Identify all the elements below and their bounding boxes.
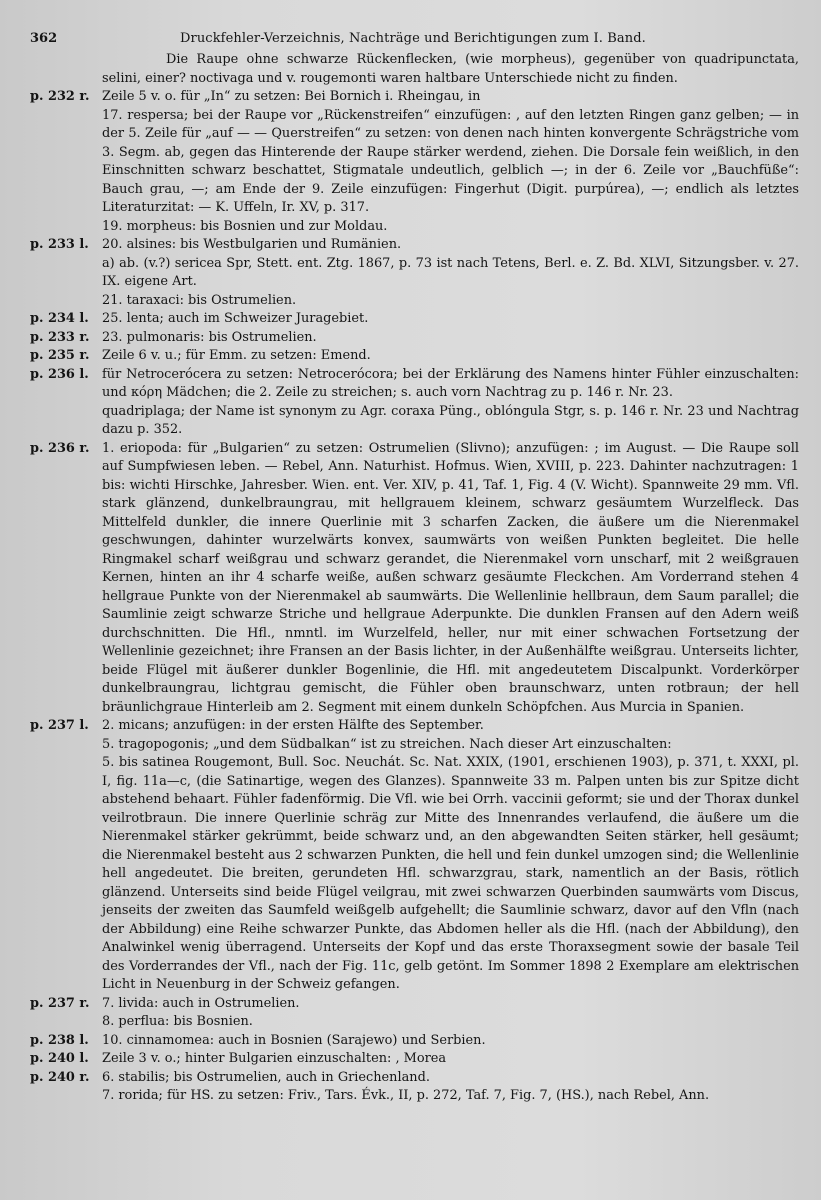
- entry: [30, 236, 799, 255]
- entry-text: 17. respersa; bei der Raupe vor „Rückenstreifen“ einzufügen: , auf den letzten Ringen ganz gelben; — in der 5. Zeile für „auf — — Querstreifen“ zu setzen: von denen nach hinten konvergente Schrägstriche vom 3. Segm. ab, gegen das Hinterende der Raupe stärker werdend, ziehen. Die Dorsale fein weißlich, in den Einschnitten schwarz beschattet, Stigmatale undeutlich, gelblich —; in der 6. Zeile vor „Bauchfüße“: Bauch grau, —; am Ende der 9. Zeile einzufügen: Fingerhut (Digit. purpúrea), —; endlich als letztes Literaturzitat: — K. Uffeln, Ir. XV, p. 317.: [102, 107, 799, 215]
- running-title: Druckfehler-Verzeichnis, Nachträge und Berichtigungen zum I. Band.: [180, 31, 646, 46]
- page-number: 362: [30, 31, 58, 46]
- entry-text: 8. perflua: bis Bosnien.: [102, 1014, 253, 1029]
- entry-page-ref: [30, 292, 102, 311]
- entry-page-ref: [30, 736, 102, 755]
- entry-page-ref: [30, 754, 102, 995]
- entry: [30, 329, 799, 348]
- entry: [30, 347, 799, 366]
- entry-text: für Netrocerócera zu setzen: Netrocerócora; bei der Erklärung des Namens hinter Fühler einzuschalten: und κόρη Mädchen; die 2. Zeile zu streichen; s. auch vorn Nachtrag zu p. 146 r. Nr. 23.: [102, 366, 799, 400]
- entry-page-ref: [30, 255, 102, 292]
- entry-text: 2. micans; anzufügen: in der ersten Hälfte des September.: [102, 718, 484, 733]
- entry: [30, 1050, 799, 1069]
- entry-page-ref: p. 232 r.: [30, 89, 90, 104]
- entry-page-ref: p. 237 r.: [30, 995, 90, 1011]
- entry: [30, 1013, 799, 1032]
- entry-text: 7. rorida; für HS. zu setzen: Friv., Tars. Évk., II, p. 272, Taf. 7, Fig. 7, (HS.), nach Rebel, Ann.: [102, 1088, 710, 1103]
- entry-page-ref: p. 233 r.: [30, 329, 90, 345]
- entry: [30, 1069, 799, 1088]
- entry-text: 5. tragopogonis; „und dem Südbalkan“ ist zu streichen. Nach dieser Art einzuschalten:: [102, 736, 672, 752]
- entry: [30, 440, 799, 718]
- intro-paragraph: [30, 51, 799, 88]
- entry: [30, 88, 799, 107]
- entry: [30, 717, 799, 736]
- entry: [30, 255, 799, 292]
- entry-text: 6. stabilis; bis Ostrumelien, auch in Griechenland.: [102, 1069, 430, 1085]
- entry: [30, 218, 799, 237]
- entry-text: 5. bis satinea Rougemont, Bull. Soc. Neuchát. Sc. Nat. XXIX, (1901, erschienen 1903), p. 371, t. XXXI, pl. I, fig. 11a—c, (die Satinartige, wegen des Glanzes). Spannweite 33 m. Palpen unten bis zur Spitze dicht abstehend behaart. Fühler fadenförmig. Die Vfl. wie bei Orrh. vaccinii geformt; sie und der Thorax dunkel veilrotbraun. Die innere Querlinie schräg zur Mitte des Innenrandes verlaufend, die äußere um die Nierenmakel stärker gekrümmt, beide schwarz und, an den abgewandten Seiten stärker, hell gesäumt; die Nierenmakel besteht aus 2 schwarzen Punkten, die hell und fein dunkel umzogen sind; die Wellenlinie hell angedeutet. Die breiten, gerundeten Hfl. schwarzgrau, stark, namentlich an der Basis, rötlich glänzend. Unterseits sind beide Flügel veilgrau, mit zwei schwarzen Querbinden saumwärts vom Discus, jenseits der zweiten das Saumfeld weißgelb aufgehellt; die Saumlinie schwarz, davor auf den Vfln (nach der Abbildung) eine Reihe schwarzer Punkte, das Abdomen heller als die Hfl. (nach der Abbildung), den Analwinkel wenig überragend. Unterseits der Kopf und das erste Thoraxsegment sowie der basale Teil des Vorderrandes der Vfl., nach der Fig. 11c, gelb getönt. Im Sommer 1898 2 Exemplare am elektrischen Licht in Neuenburg in der Schweiz gefangen.: [102, 755, 799, 992]
- entry: [30, 310, 799, 329]
- entries: [30, 51, 799, 1106]
- entry-page-ref: p. 237 l.: [30, 718, 89, 733]
- entry-text: 7. livida: auch in Ostrumelien.: [102, 995, 300, 1011]
- entry-page-ref: p. 236 l.: [30, 366, 89, 382]
- entry-page-ref: p. 240 l.: [30, 1051, 89, 1066]
- entry-text: Zeile 3 v. o.; hinter Bulgarien einzuschalten: , Morea: [102, 1051, 447, 1066]
- entry: [30, 107, 799, 218]
- entry-text: 10. cinnamomea: auch in Bosnien (Sarajewo) und Serbien.: [102, 1032, 486, 1048]
- entry-text: 23. pulmonaris: bis Ostrumelien.: [102, 329, 317, 345]
- entry: [30, 995, 799, 1014]
- entry: [30, 366, 799, 403]
- entry-text: Zeile 5 v. o. für „In“ zu setzen: Bei Bornich i. Rheingau, in: [102, 89, 481, 104]
- entry-page-ref: p. 235 r.: [30, 348, 90, 363]
- entry: [30, 1032, 799, 1051]
- entry-text: 25. lenta; auch im Schweizer Juragebiet.: [102, 311, 369, 326]
- intro-text: Die Raupe ohne schwarze Rückenflecken, (wie morpheus), gegenüber von quadripunctata, selini, einer? noctivaga und v. rougemonti waren haltbare Unterschiede nicht zu finden.: [102, 52, 799, 86]
- entry-page-ref: [30, 1013, 102, 1032]
- entry: [30, 1087, 799, 1106]
- entry-text: 21. taraxaci: bis Ostrumelien.: [102, 292, 297, 308]
- entry-page-ref: [30, 1087, 102, 1106]
- entry-page-ref: [30, 107, 102, 218]
- entry-page-ref: p. 238 l.: [30, 1032, 89, 1048]
- entry: [30, 292, 799, 311]
- page-header: [30, 30, 799, 48]
- entry-text: 20. alsines: bis Westbulgarien und Rumänien.: [102, 237, 402, 252]
- entry-list: [30, 88, 799, 1106]
- entry-page-ref: p. 234 l.: [30, 311, 89, 326]
- entry: [30, 754, 799, 995]
- entry-page-ref: p. 240 r.: [30, 1069, 90, 1085]
- entry-page-ref: p. 236 r.: [30, 440, 90, 456]
- entry-page-ref: [30, 403, 102, 440]
- entry: [30, 736, 799, 755]
- entry-text: quadriplaga; der Name ist synonym zu Agr. coraxa Püng., oblóngula Stgr, s. p. 146 r. Nr. 23 und Nachtrag dazu p. 352.: [102, 403, 799, 437]
- entry-text: 19. morpheus: bis Bosnien und zur Moldau.: [102, 218, 388, 234]
- entry-page-ref: p. 233 l.: [30, 237, 89, 252]
- entry-text: 1. eriopoda: für „Bulgarien“ zu setzen: Ostrumelien (Slivno); anzufügen: ; im August. — Die Raupe soll auf Sumpfwiesen leben. — Rebel, Ann. Naturhist. Hofmus. Wien, XVIII, p. 223. Dahinter nachzutragen: 1 bis: wichti Hirschke, Jahresber. Wien. ent. Ver. XIV, p. 41, Taf. 1, Fig. 4 (V. Wicht). Spannweite 29 mm. Vfl. stark glänzend, dunkelbraungrau, mit hellgrauem kleinem, schwarz gesäumtem Wurzelfleck. Das Mittelfeld dunkler, die innere Querlinie mit 3 scharfen Zacken, die äußere um die Nierenmakel geschwungen, dahinter wurzelwärts konvex, saumwärts von weißen Punkten begleitet. Die helle Ringmakel scharf weißgrau und schwarz gerandet, die Nierenmakel vorn unscharf, mit 2 weißgrauen Kernen, hinten an ihr 4 scharfe weiße, außen schwarz gesäumte Fleckchen. Am Vorderrand stehen 4 hellgraue Punkte von der Nierenmakel ab saumwärts. Die Wellenlinie hellbraun, dem Saum parallel; die Saumlinie zeigt schwarze Striche und hellgraue Aderpunkte. Die dunklen Fransen auf den Adern weiß durchschnitten. Die Hfl., nmntl. im Wurzelfeld, heller, nur mit einer schwachen Fortsetzung der Wellenlinie gezeichnet; ihre Fransen an der Basis lichter, in der Außenhälfte weißgrau. Unterseits lichter, beide Flügel mit äußerer dunkler Bogenlinie, die Hfl. mit angedeutetem Discalpunkt. Vorderkörper dunkelbraungrau, lichtgrau gemischt, die Fühler oben braunschwarz, unten rotbraun; der hell bräunlichgraue Hinterleib am 2. Segment mit einem dunkeln Schöpfchen. Aus Murcia in Spanien.: [102, 440, 799, 715]
- entry-text: Zeile 6 v. u.; für Emm. zu setzen: Emend.: [102, 348, 371, 363]
- entry: [30, 403, 799, 440]
- entry-page-ref: [30, 218, 102, 237]
- entry-text: a) ab. (v.?) sericea Spr, Stett. ent. Ztg. 1867, p. 73 ist nach Tetens, Berl. e. Z. Bd. XLVI, Sitzungsber. v. 27. IX. eigene Art.: [102, 255, 799, 289]
